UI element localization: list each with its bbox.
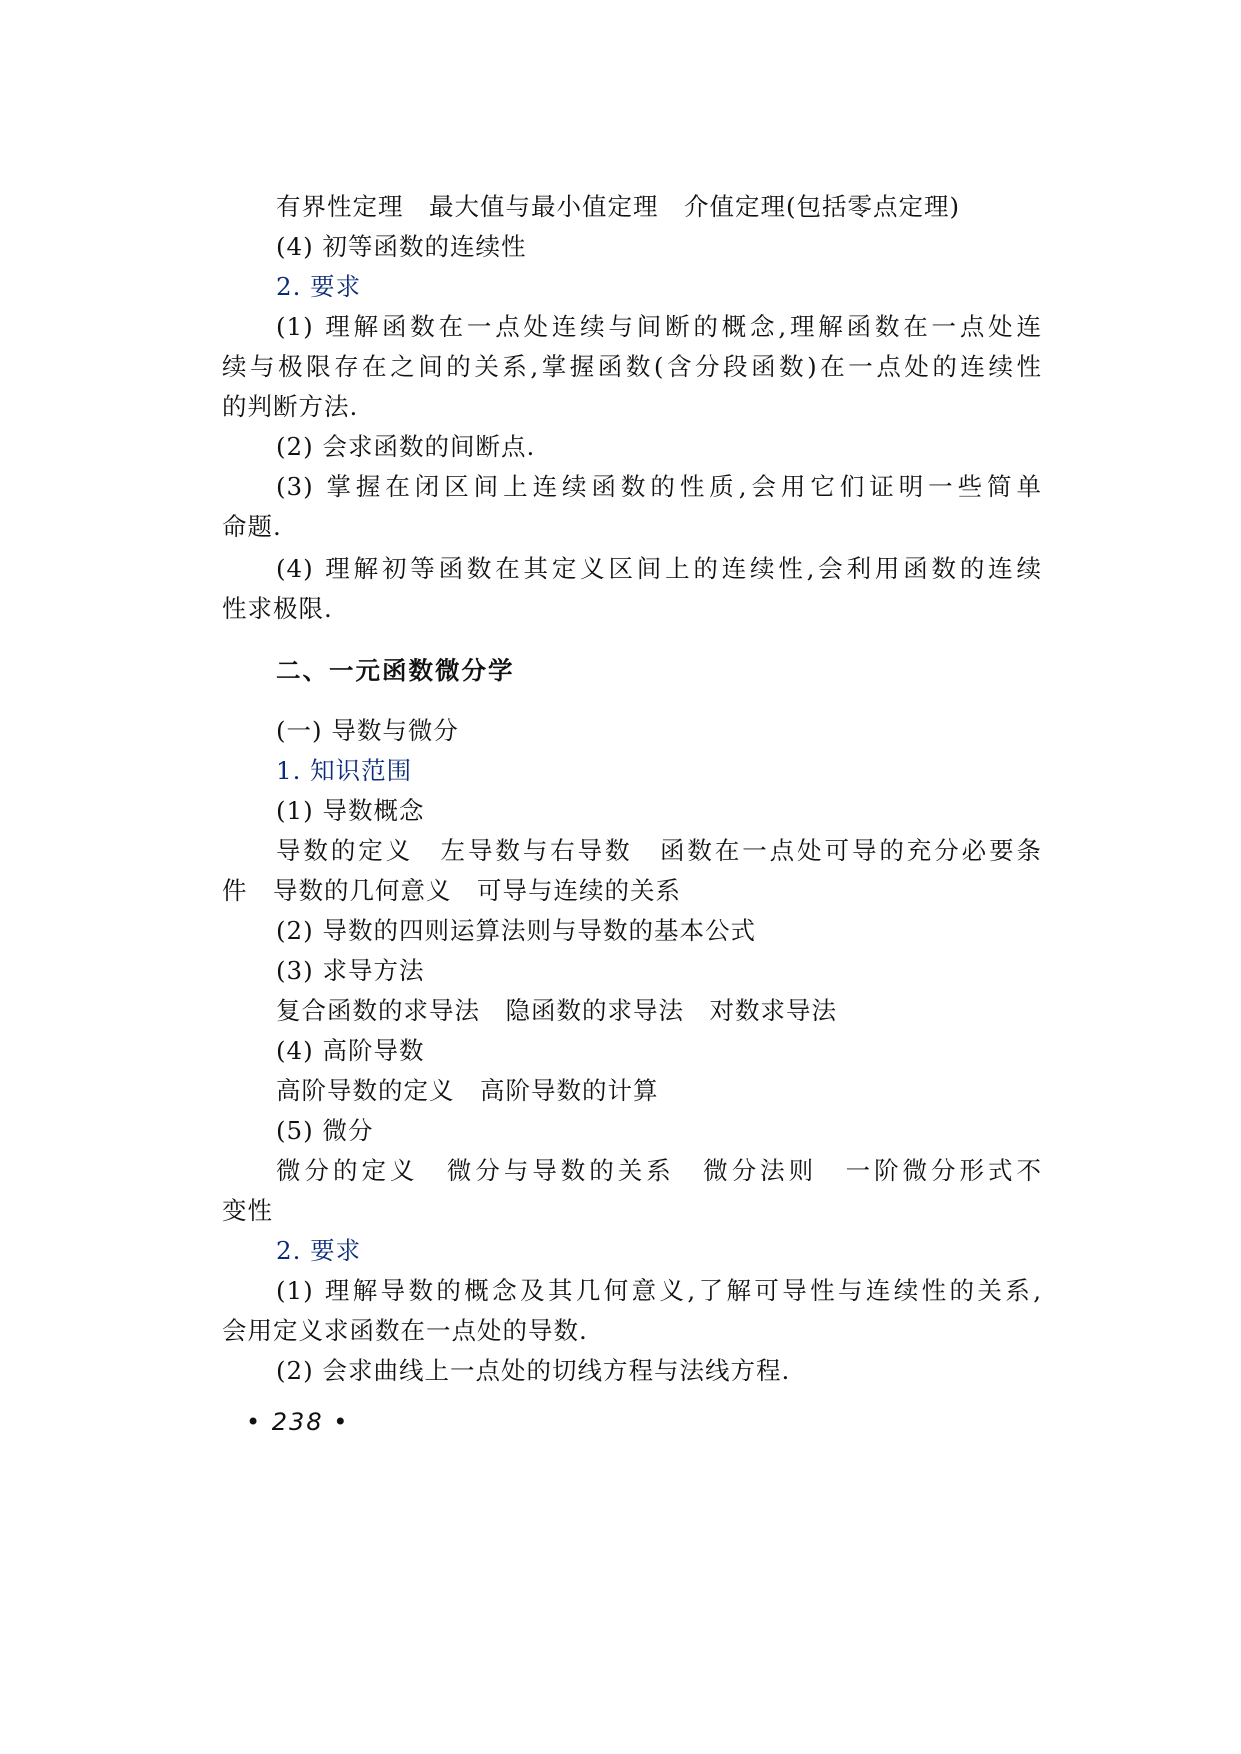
subsection-heading: 2. 要求 bbox=[276, 272, 362, 301]
text-line: (3) 掌握在闭区间上连续函数的性质,会用它们证明一些简单 bbox=[276, 472, 1042, 501]
text-line: 复合函数的求导法 隐函数的求导法 对数求导法 bbox=[276, 996, 837, 1025]
subsection-heading: 1. 知识范围 bbox=[276, 756, 413, 785]
page-number: • 238 • bbox=[246, 1408, 350, 1436]
section-heading: 二、一元函数微分学 bbox=[276, 656, 515, 685]
text-line: 会用定义求函数在一点处的导数. bbox=[222, 1316, 588, 1345]
text-line: 件 导数的几何意义 可导与连续的关系 bbox=[222, 876, 681, 905]
text-line: 的判断方法. bbox=[222, 392, 359, 421]
text-line: (4) 高阶导数 bbox=[276, 1036, 425, 1065]
text-line: (一) 导数与微分 bbox=[276, 716, 459, 745]
text-line: 命题. bbox=[222, 512, 282, 541]
subsection-heading: 2. 要求 bbox=[276, 1236, 362, 1265]
text-line: 变性 bbox=[222, 1196, 273, 1225]
text-line: (3) 求导方法 bbox=[276, 956, 425, 985]
text-line: 高阶导数的定义 高阶导数的计算 bbox=[276, 1076, 659, 1105]
text-line: (5) 微分 bbox=[276, 1116, 374, 1145]
text-line: (1) 理解导数的概念及其几何意义,了解可导性与连续性的关系, bbox=[276, 1276, 1042, 1305]
text-line: (4) 初等函数的连续性 bbox=[276, 232, 527, 261]
text-line: (1) 理解函数在一点处连续与间断的概念,理解函数在一点处连 bbox=[276, 312, 1042, 341]
text-line: 有界性定理 最大值与最小值定理 介值定理(包括零点定理) bbox=[276, 192, 961, 221]
text-line: (2) 会求曲线上一点处的切线方程与法线方程. bbox=[276, 1356, 791, 1385]
text-line: (1) 导数概念 bbox=[276, 796, 425, 825]
text-line: 性求极限. bbox=[222, 594, 333, 623]
text-line: (4) 理解初等函数在其定义区间上的连续性,会利用函数的连续 bbox=[276, 554, 1042, 583]
text-line: (2) 会求函数的间断点. bbox=[276, 432, 536, 461]
text-line: 微分的定义 微分与导数的关系 微分法则 一阶微分形式不 bbox=[276, 1156, 1042, 1185]
text-line: 续与极限存在之间的关系,掌握函数(含分段函数)在一点处的连续性 bbox=[222, 352, 1042, 381]
text-line: 导数的定义 左导数与右导数 函数在一点处可导的充分必要条 bbox=[276, 836, 1042, 865]
text-line: (2) 导数的四则运算法则与导数的基本公式 bbox=[276, 916, 756, 945]
